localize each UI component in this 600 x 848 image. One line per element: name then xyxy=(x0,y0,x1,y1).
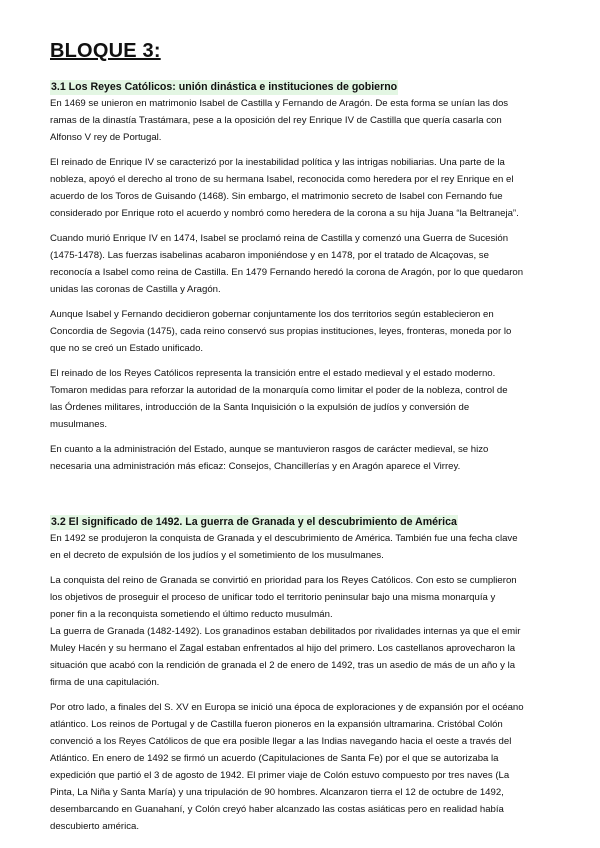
text-line: desembarcando en Guanahaní, y Colón creyó haber alcanzado las costas asiáticas pero en realidad había xyxy=(50,804,504,815)
text-line: ramas de la dinastía Trastámara, pese a la oposición del rey Enrique IV de Castilla que quería casarla con xyxy=(50,115,502,126)
text-line: las Órdenes militares, introducción de la Santa Inquisición o la expulsión de judíos y conversión de xyxy=(50,402,470,413)
text-line: unidas las coronas de Castilla y Aragón. xyxy=(50,284,221,295)
paragraph xyxy=(50,230,560,298)
sections xyxy=(50,77,560,835)
text-line: descubierto américa. xyxy=(50,821,140,832)
text-line: La conquista del reino de Granada se convirtió en prioridad para los Reyes Católicos. Con esto se cumplieron xyxy=(50,575,517,586)
text-line: reconocía a Isabel como reina de Castilla. En 1479 Fernando heredó la corona de Aragón, por lo que quedaron xyxy=(50,267,524,278)
text-line: Cuando murió Enrique IV en 1474, Isabel se proclamó reina de Castilla y comenzó una Guerra de Sucesión xyxy=(50,233,509,244)
paragraph xyxy=(50,572,560,623)
text-line: en el decreto de expulsión de los judíos y el sometimiento de los musulmanes. xyxy=(50,550,384,561)
text-line: expedición que partió el 3 de agosto de 1942. El primer viaje de Colón estuvo compuesto por tres naves (La xyxy=(50,770,510,781)
text-line: Muley Hacén y su hermano el Zagal estaban enfrentados al hijo del primero. Los castellanos aprovecharon la xyxy=(50,643,516,654)
text-line: (1475-1478). Las fuerzas isabelinas acabaron imponiéndose y en 1478, por el tratado de Alcaçovas, se xyxy=(50,250,489,261)
text-line: Concordia de Segovia (1475), cada reino conservó sus propias instituciones, leyes, fronteras, moneda por lo xyxy=(50,326,512,337)
text-line: La guerra de Granada (1482-1492). Los granadinos estaban debilitados por rivalidades internas ya que el emir xyxy=(50,626,521,637)
text-line: poner fin a la reconquista sometiendo el último reducto musulmán. xyxy=(50,609,333,620)
text-line: En 1469 se unieron en matrimonio Isabel de Castilla y Fernando de Aragón. De esta forma se unían las dos xyxy=(50,98,509,109)
paragraph xyxy=(50,95,560,146)
text-line: que no se creó un Estado unificado. xyxy=(50,343,204,354)
text-line: necesaria una administración más eficaz: Consejos, Chancillerías y en Aragón aparece el Virrey. xyxy=(50,461,461,472)
section-heading: 3.2 El significado de 1492. La guerra de Granada y el descubrimiento de América xyxy=(51,516,457,528)
paragraph xyxy=(50,441,560,475)
paragraph xyxy=(50,530,560,564)
text-line: los objetivos de proseguir el proceso de unificar todo el territorio peninsular bajo una misma monarquía y xyxy=(50,592,496,603)
text-line: firma de una capitulación. xyxy=(50,677,160,688)
paragraph xyxy=(50,306,560,357)
text-line: Aunque Isabel y Fernando decidieron gobernar conjuntamente los dos territorios según establecieron en xyxy=(50,309,494,320)
text-line: acuerdo de los Toros de Guisando (1468). Sin embargo, el matrimonio secreto de Isabel con Fernando fue xyxy=(50,191,503,202)
paragraph xyxy=(50,154,560,222)
text-line: nobleza, apoyó el derecho al trono de su hermana Isabel, reconocida como heredera por el rey Enrique en el xyxy=(50,174,514,185)
text-line: atlántico. Los reinos de Portugal y de Castilla fueron pioneros en la expansión ultramarina. Cristóbal Colón xyxy=(50,719,503,730)
document-page xyxy=(50,40,560,843)
section xyxy=(50,77,560,475)
paragraph xyxy=(50,623,560,691)
text-line: Pinta, La Niña y Santa María) y una tripulación de 90 hombres. Alcanzaron tierra el 12 de octubre de 1492, xyxy=(50,787,504,798)
text-line: Atlántico. En enero de 1492 se firmó un acuerdo (Capitulaciones de Santa Fe) por el que se autorizaba la xyxy=(50,753,499,764)
text-line: El reinado de los Reyes Católicos representa la transición entre el estado medieval y el estado moderno. xyxy=(50,368,496,379)
paragraph xyxy=(50,365,560,433)
text-line: musulmanes. xyxy=(50,419,108,430)
text-line: En cuanto a la administración del Estado, aunque se mantuvieron rasgos de carácter medieval, se hizo xyxy=(50,444,489,455)
section xyxy=(50,512,560,835)
text-line: Por otro lado, a finales del S. XV en Europa se inició una época de exploraciones y de expansión por el océano xyxy=(50,702,524,713)
text-line: Alfonso V rey de Portugal. xyxy=(50,132,162,143)
text-line: considerado por Enrique roto el acuerdo y nombró como heredera de la corona a su hija Juana “la Beltraneja”. xyxy=(50,208,519,219)
text-line: El reinado de Enrique IV se caracterizó por la inestabilidad política y las intrigas nobiliarias. Una parte de la xyxy=(50,157,505,168)
paragraph xyxy=(50,699,560,835)
text-line: Tomaron medidas para reforzar la autoridad de la monarquía como limitar el poder de la nobleza, control de xyxy=(50,385,508,396)
text-line: situación que acabó con la rendición de granada el 2 de enero de 1492, tras un asedio de más de un año y la xyxy=(50,660,516,671)
text-line: En 1492 se produjeron la conquista de Granada y el descubrimiento de América. También fue una fecha clave xyxy=(50,533,518,544)
document-title: BLOQUE 3: xyxy=(50,40,161,62)
text-line: convenció a los Reyes Católicos de que era posible llegar a las Indias navegando hacia el oeste a través del xyxy=(50,736,512,747)
section-heading: 3.1 Los Reyes Católicos: unión dinástica e instituciones de gobierno xyxy=(51,81,398,93)
